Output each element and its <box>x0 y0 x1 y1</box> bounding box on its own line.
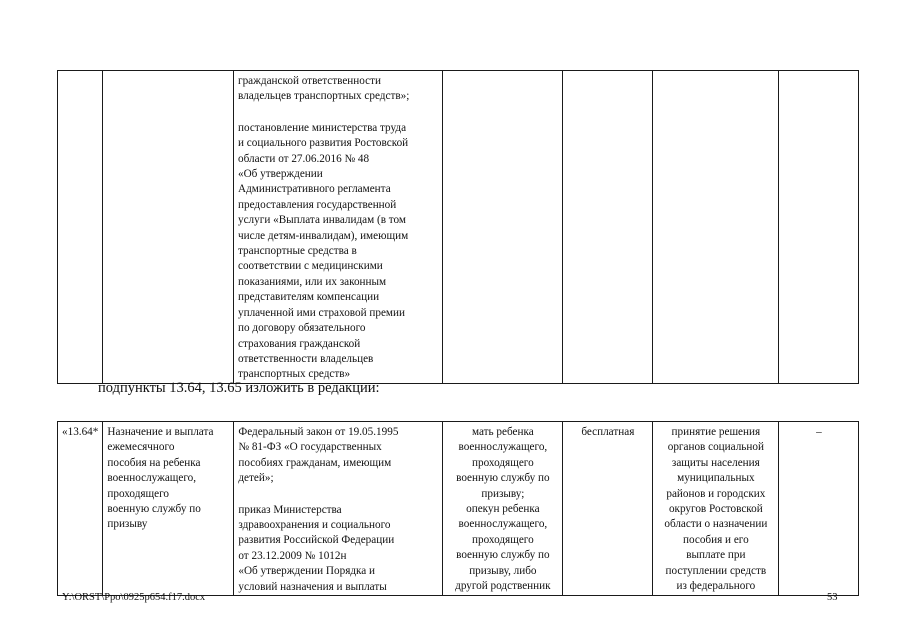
table-cell-note <box>779 71 859 384</box>
legal-basis-text: постановление министерства труда и социального развития Ростовской области от 27.06.2016 № 48 «Об утверждении Административного регламента предоставления государственной услуги «Выплата инвалидам (в том числе детям-инвалидам), имеющим транспортные средства в соответствии с медицинскими показаниями, или их законным представителям компенсации уплаченной ими страховой премии по договору обязательного страхования гражданской ответственности владельцев транспортных средств» <box>238 121 409 381</box>
table-cell-legal-basis <box>234 71 443 384</box>
table-cell-number <box>58 422 103 596</box>
service-name-text: Назначение и выплата ежемесячного пособия на ребенка военнослужащего, проходящего военную службу по призыву <box>107 426 214 531</box>
cost-text: бесплатная <box>581 426 635 438</box>
table-cell-recipients <box>443 422 563 596</box>
section-heading: подпункты 13.64, 13.65 изложить в редакции: <box>98 380 380 396</box>
services-table-continued <box>57 70 859 384</box>
table-cell-result <box>653 422 779 596</box>
recipients-text: мать ребенка военнослужащего, проходящего военную службу по призыву; опекун ребенка военнослужащего, проходящего военную службу по призыву, либо другой родственник <box>455 426 551 593</box>
table-cell-cost <box>563 422 653 596</box>
table-row <box>58 71 859 384</box>
table-cell-number <box>58 71 103 384</box>
table-cell-note <box>779 422 859 596</box>
table-cell-legal-basis <box>234 422 443 596</box>
legal-basis-text: гражданской ответственности владельцев транспортных средств»; <box>238 75 410 103</box>
page-number: 53 <box>827 592 838 603</box>
table-cell-cost <box>563 71 653 384</box>
legal-basis-text: приказ Министерства здравоохранения и социального развития Российской Федерации от 23.12.2009 № 1012н «Об утверждении Порядка и условий назначения и выплаты <box>238 503 395 593</box>
item-number: «13.64* <box>62 426 99 438</box>
table-row <box>58 422 859 596</box>
result-text: принятие решения органов социальной защиты населения муниципальных районов и городских округов Ростовской области о назначении пособия и его выплате при поступлении средств из федерального <box>664 426 768 593</box>
table-cell-recipients <box>443 71 563 384</box>
table-cell-service-name <box>103 71 234 384</box>
legal-basis-text: Федеральный закон от 19.05.1995 № 81-ФЗ «О государственных пособиях гражданам, имеющим детей»; <box>238 426 399 485</box>
footer-file-path: Y:\ORST\Ppo\0925p654.f17.docx <box>62 592 206 603</box>
note-text: – <box>816 426 822 438</box>
services-table <box>57 421 859 596</box>
table-cell-result <box>653 71 779 384</box>
table-cell-service-name <box>103 422 234 596</box>
